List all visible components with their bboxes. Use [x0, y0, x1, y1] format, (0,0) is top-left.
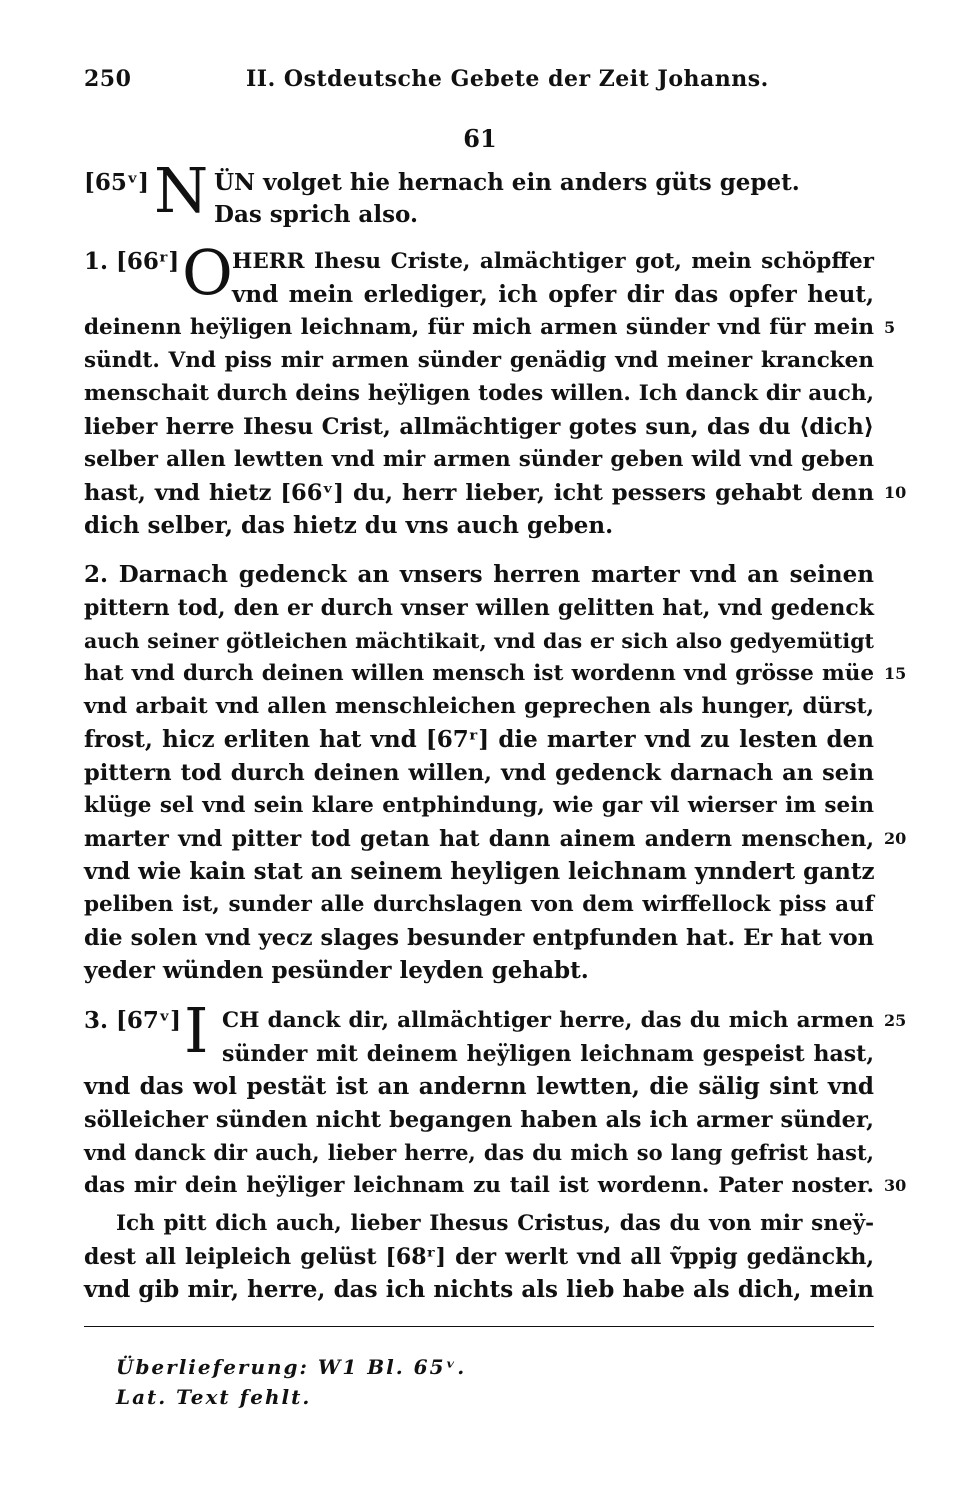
section-1-line: hast, vnd hietz [66ᵛ] du, herr lieber, icht pessers gehabt denn — [84, 480, 874, 506]
section-2-line: 2. Darnach gedenck an vnsers herren marter vnd an seinen — [84, 561, 874, 588]
section-1-line: lieber herre Ihesu Crist, allmächtiger gotes sun, das du ⟨dich⟩ — [84, 414, 874, 440]
section-2-line: pittern tod, den er durch vnser willen gelitten hat, vnd gedenck — [84, 595, 874, 621]
section-1-line: menschait durch deins heÿligen todes willen. Ich danck dir auch, — [84, 381, 874, 406]
running-title: II. Ostdeutsche Gebete der Zeit Johanns. — [246, 66, 769, 92]
line-number: 5 — [884, 318, 896, 337]
section-3-number: 3. — [84, 1007, 109, 1034]
apparatus-transmission: Überlieferung: W1 Bl. 65ᵛ. — [116, 1355, 467, 1379]
section-1-number: 1. — [84, 248, 109, 275]
section-4-line: Ich pitt dich auch, lieber Ihesus Cristus, das du von mir sneÿ- — [116, 1211, 874, 1236]
line-number: 10 — [884, 483, 907, 502]
section-2-line: pittern tod durch deinen willen, vnd gedenck darnach an sein — [84, 760, 874, 786]
section-1-initial: O — [182, 236, 233, 309]
section-3-line: das mir dein heÿliger leichnam zu tail ist wordenn. Pater noster. — [84, 1173, 874, 1198]
prayer-number: 61 — [463, 124, 497, 153]
line-number: 30 — [884, 1176, 907, 1195]
section-3-initial: I — [184, 994, 209, 1067]
section-2-line: hat vnd durch deinen willen mensch ist wordenn vnd grösse müe — [84, 661, 874, 686]
heading-initial: N — [154, 154, 209, 227]
section-1-line: selber allen lewtten vnd mir armen sünder geben wild vnd geben — [84, 447, 874, 472]
section-2-line: die solen vnd yecz slages besunder entpfunden hat. Er hat von — [84, 925, 874, 951]
section-1-line: vnd mein erlediger, ich opfer dir das opfer heut, — [232, 281, 874, 308]
section-3-line: sölleicher sünden nicht begangen haben als ich armer sünder, — [84, 1107, 874, 1133]
section-2-line: marter vnd pitter tod getan hat dann ainem andern menschen, — [84, 826, 874, 852]
section-1-line: deinenn heÿligen leichnam, für mich armen sünder vnd für mein — [84, 315, 874, 340]
page-number: 250 — [84, 66, 132, 92]
section-3-line: sünder mit deinem heÿligen leichnam gespeist hast, — [222, 1041, 874, 1067]
section-3-folio: [67ᵛ] — [116, 1007, 182, 1034]
section-2-line: vnd wie kain stat an seinem heyligen leichnam ynndert gantz — [84, 858, 875, 885]
line-number: 25 — [884, 1011, 907, 1030]
line-number: 20 — [884, 829, 907, 848]
section-2-line: auch seiner götleichen mächtikait, vnd das er sich also gedyemütigt — [84, 629, 874, 653]
heading-line-1: ÜN volget hie hernach ein anders güts gepet. — [214, 169, 800, 196]
apparatus-latin-text: Lat. Text fehlt. — [116, 1385, 312, 1409]
section-4-line: vnd gib mir, herre, das ich nichts als lieb habe als dich, mein — [84, 1276, 874, 1303]
section-3-line: vnd das wol pestät ist an andernn lewtten, die sälig sint vnd — [84, 1073, 874, 1100]
section-2-line: peliben ist, sunder alle durchslagen von dem wirffellock piss auf — [84, 892, 874, 917]
section-1-line: sündt. Vnd piss mir armen sünder genädig vnd meiner krancken — [84, 348, 874, 373]
section-2-line: vnd arbait vnd allen menschleichen geprechen als hunger, dürst, — [84, 694, 874, 719]
heading-line-2: Das sprich also. — [214, 201, 418, 228]
page-header — [84, 66, 884, 100]
section-1-folio: [66ʳ] — [116, 248, 180, 275]
section-3-line: CH danck dir, allmächtiger herre, das du mich armen — [222, 1008, 874, 1033]
section-4-line: dest all leipleich gelüst [68ʳ] der werlt vnd all ṽppig gedänckh, — [84, 1244, 874, 1270]
footnote-rule — [84, 1326, 874, 1327]
section-2-line: frost, hicz erliten hat vnd [67ʳ] die marter vnd zu lesten den — [84, 726, 874, 753]
section-2-line: yeder wünden pesünder leyden gehabt. — [84, 957, 589, 984]
section-3-line: vnd danck dir auch, lieber herre, das du mich so lang gefrist hast, — [84, 1140, 874, 1165]
section-1-line: dich selber, das hietz du vns auch geben. — [84, 512, 614, 539]
section-1-line: HERR Ihesu Criste, almächtiger got, mein schöpffer — [232, 249, 874, 274]
section-2-line: klüge sel vnd sein klare entphindung, wie gar vil wierser im sein — [84, 793, 874, 818]
heading-folio: [65ᵛ] — [84, 169, 150, 196]
line-number: 15 — [884, 664, 907, 683]
